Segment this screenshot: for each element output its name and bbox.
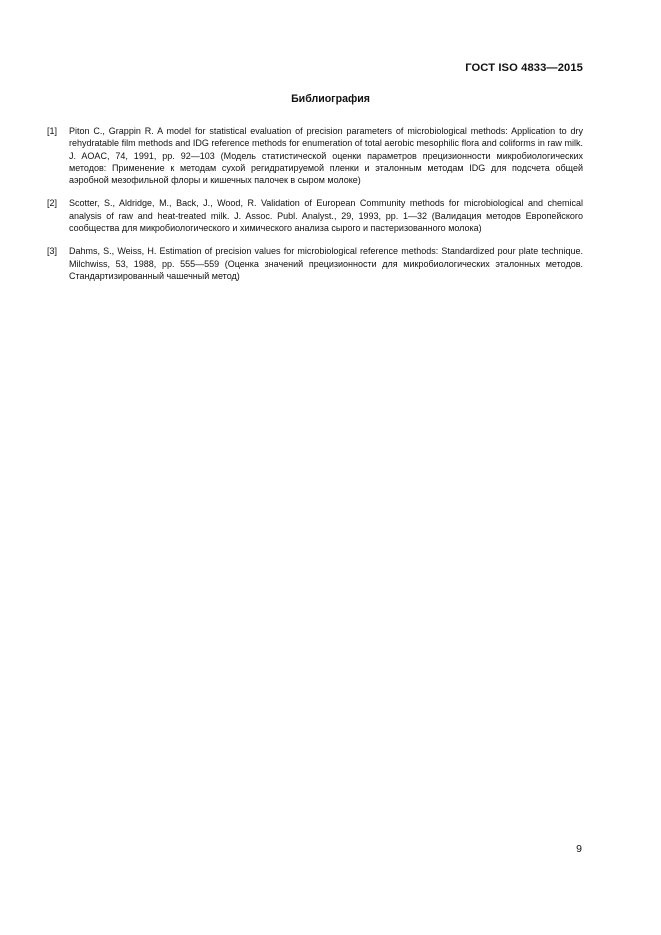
bibliography-entry-text: Scotter, S., Aldridge, M., Back, J., Wood, R. Validation of European Community methods for microbiological and chemical analysis of raw and heat-treated milk. J. Assoc. Publ. Analyst., 29, 1993, pp. 1—32 (Валидация методов Европейского сообщества для микробиологического и химического анализа сырого и пастеризованного молока) bbox=[69, 198, 583, 234]
bibliography-entry bbox=[47, 125, 583, 186]
bibliography-entry-marker: [2] bbox=[47, 198, 58, 209]
document-standard-header: ГОСТ ISO 4833—2015 bbox=[465, 62, 583, 74]
bibliography-title: Библиография bbox=[291, 93, 370, 105]
bibliography-entry bbox=[47, 245, 583, 282]
bibliography-entry-text: Piton C., Grappin R. A model for statistical evaluation of precision parameters of microbiological methods: Application to dry rehydratable film methods and IDG reference methods for enumeration of total aerobic mesophilic flora and coliforms in raw milk. J. AOAC, 74, 1991, pp. 92—103 (Модель статистической оценки параметров прецизионности микробиологических методов: Применение к методам сухой регидратируемой пленки и эталонным методам IDG для подсчета общей аэробной мезофильной флоры и кишечных палочек в сыром молоке) bbox=[69, 126, 583, 186]
bibliography-entry bbox=[47, 197, 583, 234]
bibliography-entry-marker: [3] bbox=[47, 246, 58, 257]
bibliography-entry-text: Dahms, S., Weiss, H. Estimation of precision values for microbiological reference methods: Standardized pour plate technique. Milchwiss, 53, 1988, pp. 555—559 (Оценка значений прецизионности для микробиологических эталонных методов. Стандартизированный чашечный метод) bbox=[69, 246, 583, 281]
page-number: 9 bbox=[576, 843, 582, 855]
bibliography-entry-marker: [1] bbox=[47, 126, 58, 136]
bibliography-list bbox=[47, 125, 583, 293]
